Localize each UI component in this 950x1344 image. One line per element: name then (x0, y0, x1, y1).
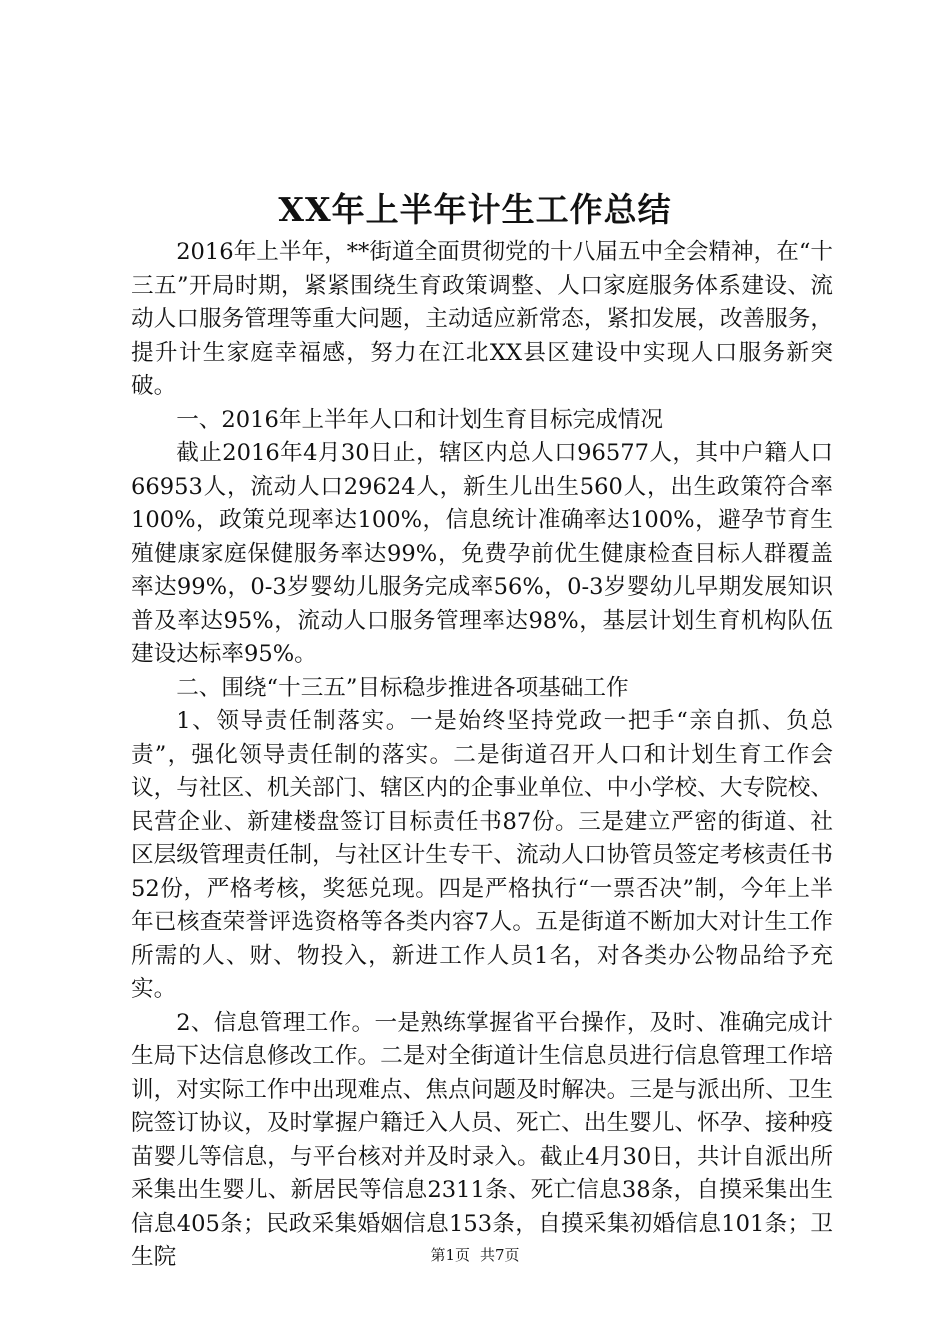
page-number: 第1页 (430, 1246, 470, 1264)
paragraph-information-management: 2、信息管理工作。一是熟练掌握省平台操作，及时、准确完成计生局下达信息修改工作。二是对全街道计生信息员进行信息管理工作培训，对实际工作中出现难点、焦点问题及时解决。三是与派出所、卫生院签订协议，及时掌握户籍迁入人员、死亡、出生婴儿、怀孕、接种疫苗婴儿等信息，与平台核对并及时录入。截止4月30日，共计自派出所采集出生婴儿、新居民等信息2311条、死亡信息38条，自摸采集出生信息405条；民政采集婚姻信息153条，自摸采集初婚信息101条；卫生院 (131, 1009, 833, 1270)
paragraph-leadership-responsibility: 1、领导责任制落实。一是始终坚持党政一把手“亲自抓、负总责”，强化领导责任制的落实。二是街道召开人口和计划生育工作会议，与社区、机关部门、辖区内的企事业单位、中小学校、大专院校、民营企业、新建楼盘签订目标责任书87份。三是建立严密的街道、社区层级管理责任制，与社区计生专干、流动人口协管员签定考核责任书52份，严格考核，奖惩兑现。四是严格执行“一票否决”制，今年上半年已核查荣誉评选资格等各类内容7人。五是街道不断加大对计生工作所需的人、财、物投入，新进工作人员1名，对各类办公物品给予充实。 (131, 708, 833, 1002)
paragraph-intro: 2016年上半年，**街道全面贯彻党的十八届五中全会精神，在“十三五”开局时期，紧紧围绕生育政策调整、人口家庭服务体系建设、流动人口服务管理等重大问题，主动适应新常态，紧扣发展，改善服务，提升计生家庭幸福感，努力在江北XX县区建设中实现人口服务新突破。 (131, 239, 833, 399)
section-heading-2: 二、围绕“十三五”目标稳步推进各项基础工作 (176, 674, 629, 701)
paragraph-statistics: 截止2016年4月30日止，辖区内总人口96577人，其中户籍人口66953人，流动人口29624人，新生儿出生560人，出生政策符合率100%，政策兑现率达100%，信息统计准确率达100%，避孕节育生殖健康家庭保健服务率达99%，免费孕前优生健康检查目标人群覆盖率达99%，0-3岁婴幼儿服务完成率56%，0-3岁婴幼儿早期发展知识普及率达95%，流动人口服务管理率达98%，基层计划生育机构队伍建设达标率95%。 (131, 440, 833, 667)
page-footer (0, 1245, 950, 1265)
document-title: XX年上半年计生工作总结 (278, 190, 672, 229)
page-total: 共7页 (480, 1246, 520, 1264)
document-body (131, 236, 833, 1275)
section-heading-1: 一、2016年上半年人口和计划生育目标完成情况 (176, 406, 663, 433)
